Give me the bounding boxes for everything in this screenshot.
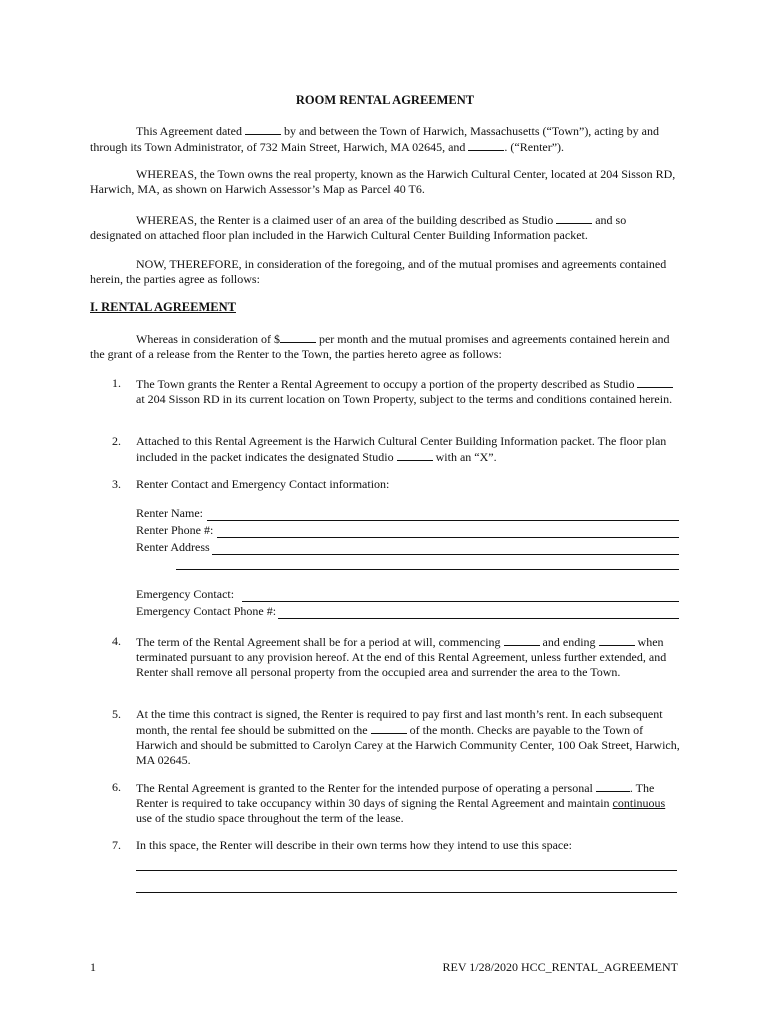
renter-address-field[interactable] <box>136 540 679 555</box>
list-number: 2. <box>112 434 121 448</box>
consideration-paragraph <box>90 331 680 362</box>
whereas-paragraph-1: WHEREAS, the Town owns the real property, known as the Harwich Cultural Center, located at 204 Sisson RD, Harwich, MA, as shown on Harwich Assessor’s Map as Parcel 40 T6. <box>90 167 676 196</box>
studio-blank-2 <box>637 376 673 388</box>
item3-text: Renter Contact and Emergency Contact information: <box>136 477 390 491</box>
renter-name-label: Renter Name: <box>136 506 203 520</box>
emergency-contact-line[interactable] <box>242 589 679 602</box>
emergency-contact-field[interactable] <box>136 587 679 602</box>
emergency-phone-field[interactable] <box>136 604 679 619</box>
emergency-contact-label: Emergency Contact: <box>136 587 235 601</box>
now-therefore-paragraph: NOW, THEREFORE, in consideration of the foregoing, and of the mutual promises and agreements contained herein, the parties agree as follows: <box>90 257 667 286</box>
whereas-paragraph-2 <box>90 212 680 243</box>
whereas2-text-a: WHEREAS, the Renter is a claimed user of an area of the building described as Studio <box>136 213 554 227</box>
due-day-blank <box>371 722 407 734</box>
item6-text-b: . The Renter is required to take occupancy within 30 days of signing the Rental Agreement and maintain <box>136 781 655 810</box>
renter-address-line[interactable] <box>212 542 679 555</box>
renter-blank <box>468 139 504 151</box>
renter-address-line-2[interactable] <box>176 569 679 570</box>
item7-text: In this space, the Renter will describe in their own terms how they intend to use this space: <box>136 838 572 852</box>
studio-blank <box>556 212 592 224</box>
list-number: 5. <box>112 707 121 721</box>
document-title: ROOM RENTAL AGREEMENT <box>295 93 475 107</box>
item2-text-b: with an “X”. <box>435 450 497 464</box>
item4-text-c: when terminated pursuant to any provision hereof. At the end of this Rental Agreement, unless further extended, and Renter shall remove all personal property from the occupied area and surrender the area to the Town. <box>136 635 667 679</box>
purpose-blank <box>596 780 630 792</box>
renter-name-line[interactable] <box>207 508 679 521</box>
whereas3-text-a: Whereas in consideration of $ <box>136 332 280 346</box>
list-number: 6. <box>112 780 121 794</box>
item4-text-b: and ending <box>542 635 596 649</box>
intro-text-c: . (“Renter”). <box>504 140 565 154</box>
commencing-blank <box>504 634 540 646</box>
list-number: 3. <box>112 477 121 491</box>
intro-text-a: This Agreement dated <box>136 124 242 138</box>
list-number: 7. <box>112 838 121 852</box>
item6-text-a: The Rental Agreement is granted to the Renter for the intended purpose of operating a personal <box>136 781 593 795</box>
revision-footer: REV 1/28/2020 HCC_RENTAL_AGREEMENT <box>442 960 678 974</box>
emergency-phone-line[interactable] <box>278 606 679 619</box>
item5-text-a: At the time this contract is signed, the Renter is required to pay first and last month’s rent. In each subsequent month, the rental fee should be submitted on the <box>136 707 663 737</box>
whereas2-text-b: and so designated on attached floor plan included in the Harwich Cultural Center Building Information packet. <box>90 213 627 242</box>
renter-name-field[interactable] <box>136 506 679 521</box>
date-blank <box>245 123 281 135</box>
item1-text-b: at 204 Sisson RD in its current location on Town Property, subject to the terms and conditions contained herein. <box>136 392 673 406</box>
list-number: 1. <box>112 376 121 390</box>
renter-address-label: Renter Address <box>136 540 210 554</box>
list-number: 4. <box>112 634 121 648</box>
renter-phone-line[interactable] <box>217 525 679 538</box>
section-heading-rental-agreement: I. RENTAL AGREEMENT <box>90 300 236 314</box>
emergency-phone-label: Emergency Contact Phone #: <box>136 604 277 618</box>
renter-phone-field[interactable] <box>136 523 679 538</box>
studio-blank-3 <box>397 449 433 461</box>
item1-text-a: The Town grants the Renter a Rental Agreement to occupy a portion of the property described as Studio <box>136 377 635 391</box>
page-number: 1 <box>90 960 96 974</box>
intro-text-b: by and between the Town of Harwich, Massachusetts (“Town”), acting by and through its Town Administrator, of 732 Main Street, Harwich, MA 02645, and <box>90 124 659 154</box>
use-description-line-2[interactable] <box>136 892 677 893</box>
amount-blank <box>280 331 316 343</box>
use-description-line-1[interactable] <box>136 870 677 871</box>
intro-paragraph <box>90 123 680 155</box>
ending-blank <box>599 634 635 646</box>
item2-text-a: Attached to this Rental Agreement is the Harwich Cultural Center Building Information packet. The floor plan included in the packet indicates the designated Studio <box>136 434 667 464</box>
item4-text-a: The term of the Rental Agreement shall be for a period at will, commencing <box>136 635 501 649</box>
whereas3-text-b: per month and the mutual promises and agreements contained herein and the grant of a release from the Renter to the Town, the parties hereto agree as follows: <box>90 332 670 361</box>
item6-continuous: continuous <box>612 796 666 810</box>
renter-phone-label: Renter Phone #: <box>136 523 214 537</box>
item6-text-d: use of the studio space throughout the term of the lease. <box>136 811 404 825</box>
item5-text-b: of the month. Checks are payable to the Town of Harwich and should be submitted to Carolyn Carey at the Harwich Community Center, 100 Oak Street, Harwich, MA 02645. <box>136 723 680 767</box>
